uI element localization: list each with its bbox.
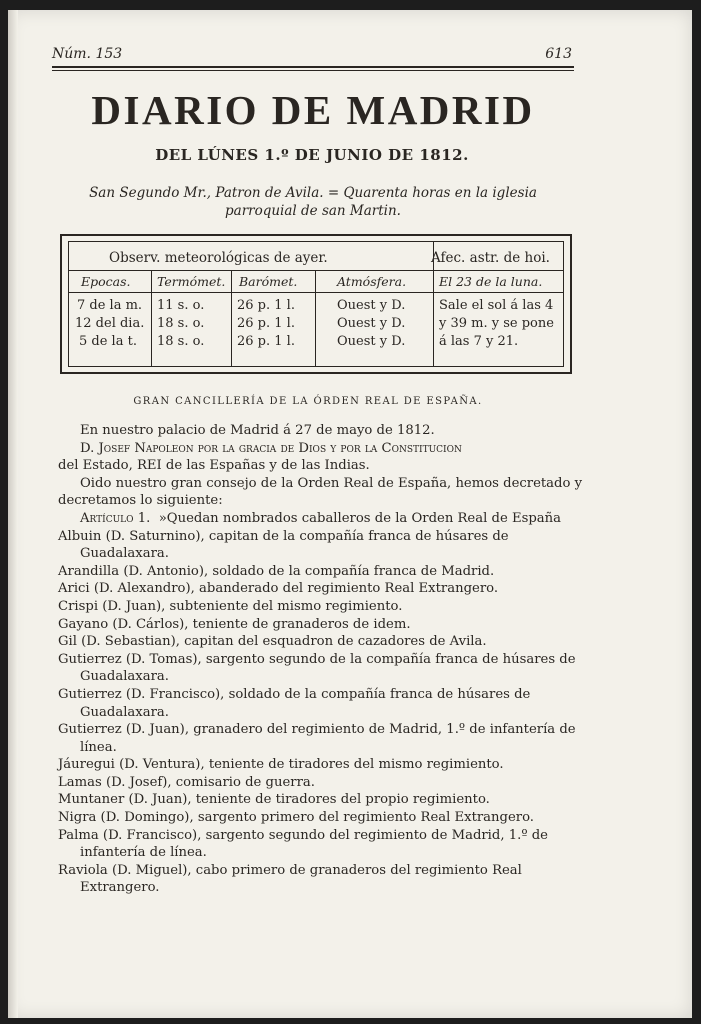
meteo-title-left: Observ. meteorológicas de ayer.: [109, 250, 328, 266]
list-item: Gayano (D. Cárlos), teniente de granaderos de idem.: [58, 616, 411, 632]
saint-of-day: [68, 184, 558, 220]
row2-epoca: 12 del dia.: [75, 316, 145, 331]
row2-baro: 26 p. 1 l.: [237, 316, 295, 331]
page-spine-shadow: [8, 10, 18, 1018]
row3-epoca: 5 de la t.: [79, 334, 137, 349]
meteo-col-divider-1: [151, 270, 152, 366]
page-number: 613: [545, 46, 572, 62]
col-barometro: Barómet.: [239, 274, 298, 289]
astro-line-2: y 39 m. y se pone: [439, 316, 554, 331]
row1-epoca: 7 de la m.: [77, 298, 143, 313]
col-luna: El 23 de la luna.: [439, 274, 543, 289]
row2-atmos: Ouest y D.: [337, 316, 406, 331]
saint-line-2: parroquial de san Martin.: [225, 203, 401, 219]
list-item: Nigra (D. Domingo), sargento primero del regimiento Real Extrangero.: [58, 810, 534, 826]
meteorological-table-inner: [68, 241, 564, 367]
astro-line-1: Sale el sol á las 4: [439, 298, 554, 313]
row2-termo: 18 s. o.: [157, 316, 205, 331]
masthead-top-line: [52, 46, 572, 62]
list-item: Gutierrez (D. Tomas), sargento segundo de la compañía franca de húsares de Guadalaxara.: [58, 651, 576, 685]
decree-article: [58, 510, 586, 528]
row1-termo: 11 s. o.: [157, 298, 205, 313]
astro-line-3: á las 7 y 21.: [439, 334, 519, 349]
decree-place-date: En nuestro palacio de Madrid á 27 de mayo de 1812.: [80, 423, 435, 438]
newspaper-title: DIARIO DE MADRID: [91, 87, 535, 133]
meteo-col-divider-3: [315, 270, 316, 366]
col-epocas: Epocas.: [81, 274, 131, 289]
list-item: Gil (D. Sebastian), capitan del esquadron de cazadores de Avila.: [58, 634, 487, 650]
article-label: Artículo 1.: [80, 510, 151, 526]
issue-number: Núm. 153: [52, 46, 123, 62]
issue-date: DEL LÚNES 1.º DE JUNIO DE 1812.: [155, 146, 469, 164]
header-rule-top-thin: [52, 70, 574, 71]
meteorological-table: [60, 234, 572, 374]
meteo-rule-1: [69, 270, 563, 271]
list-item: Jáuregui (D. Ventura), teniente de tiradores del mismo regimiento.: [58, 757, 504, 773]
meteo-rule-2: [69, 292, 563, 293]
newspaper-page: [8, 10, 692, 1018]
list-item: Arandilla (D. Antonio), soldado de la compañía franca de Madrid.: [58, 563, 495, 579]
row3-atmos: Ouest y D.: [337, 334, 406, 349]
king-title-caps: D. Josef Napoleon por la gracia de Dios y por la Constitucion: [80, 440, 462, 456]
list-item: Palma (D. Francisco), sargento segundo del regimiento de Madrid, 1.º de infantería de línea.: [58, 827, 548, 861]
row3-termo: 18 s. o.: [157, 334, 205, 349]
list-item: Lamas (D. Josef), comisario de guerra.: [58, 774, 315, 790]
row1-atmos: Ouest y D.: [337, 298, 406, 313]
decree-king-title-rest: del Estado, REI de las Españas y de las Indias.: [58, 458, 370, 474]
list-item: Albuin (D. Saturnino), capitan de la compañía franca de húsares de Guadalaxara.: [58, 528, 509, 562]
list-item: Muntaner (D. Juan), teniente de tiradores del propio regimiento.: [58, 792, 490, 808]
list-item: Arici (D. Alexandro), abanderado del regimiento Real Extrangero.: [58, 581, 499, 597]
list-item: Gutierrez (D. Francisco), soldado de la compañía franca de húsares de Guadalaxara.: [58, 686, 531, 720]
article-text: »Quedan nombrados caballeros de la Orden Real de España: [158, 510, 562, 526]
section-title: GRAN CANCILLERÍA DE LA ÓRDEN REAL DE ESPAÑA.: [133, 396, 483, 407]
row1-baro: 26 p. 1 l.: [237, 298, 295, 313]
decree-preamble: Oido nuestro gran consejo de la Orden Real de España, hemos decretado y decretamos lo siguiente:: [58, 475, 583, 509]
meteo-col-divider-4: [433, 242, 434, 366]
meteo-title-right: Afec. astr. de hoi.: [431, 250, 550, 266]
saint-line-1: San Segundo Mr., Patron de Avila. = Quarenta horas en la iglesia: [89, 185, 537, 201]
list-item: Crispi (D. Juan), subteniente del mismo regimiento.: [58, 598, 403, 614]
list-item: Gutierrez (D. Juan), granadero del regimiento de Madrid, 1.º de infantería de línea.: [58, 722, 576, 755]
header-rule-top: [52, 66, 574, 68]
meteo-col-divider-2: [231, 270, 232, 366]
col-termometro: Termómet.: [157, 274, 226, 289]
col-atmosfera: Atmósfera.: [337, 274, 407, 289]
decree-king-title: [58, 440, 586, 458]
decree-body: [58, 422, 586, 897]
list-item: Raviola (D. Miguel), cabo primero de granaderos del regimiento Real Extrangero.: [58, 862, 522, 896]
row3-baro: 26 p. 1 l.: [237, 334, 295, 349]
